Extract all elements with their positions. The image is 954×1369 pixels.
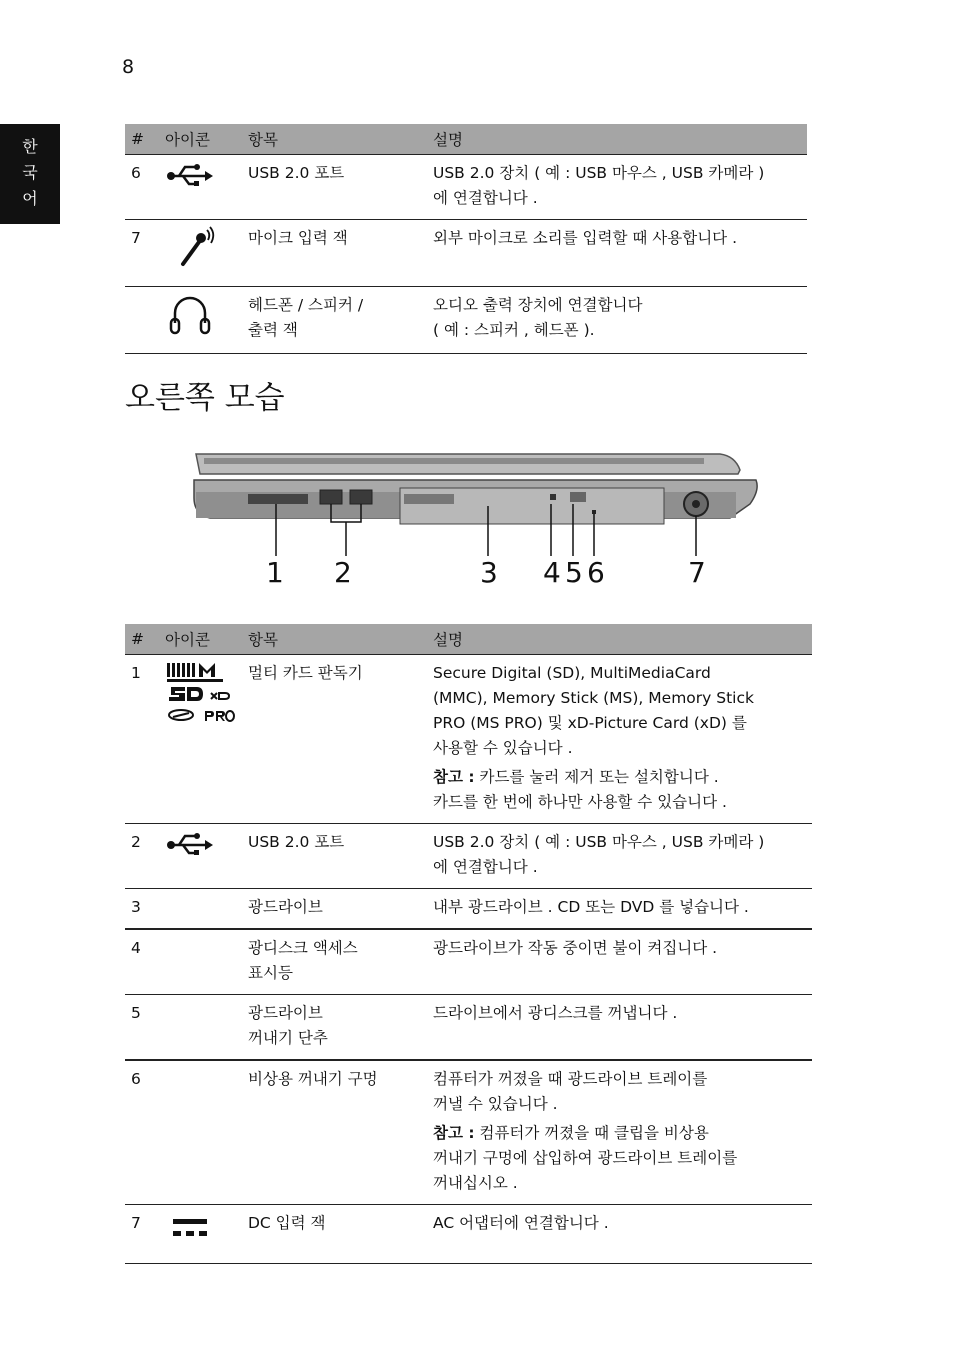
- desc-line: 컴퓨터가 꺼졌을 때 광드라이브 트레이를: [433, 1070, 708, 1088]
- row-icon: [157, 995, 240, 1061]
- desc-line: Secure Digital (SD), MultiMediaCard: [433, 664, 711, 682]
- row-icon: [157, 824, 240, 889]
- laptop-right-side-diagram: [190, 448, 760, 558]
- headphone-icon: [165, 293, 215, 337]
- callout-1: 1: [266, 556, 284, 589]
- ports-table-top: [125, 124, 807, 354]
- callout-5: 5: [565, 556, 583, 589]
- note-line: [433, 1121, 812, 1146]
- row-desc: [425, 220, 807, 287]
- page-number: 8: [122, 56, 135, 78]
- header-item: 항목: [240, 624, 425, 655]
- section-heading: 오른쪽 모습: [125, 380, 285, 416]
- row-num: 3: [125, 889, 157, 930]
- row-desc: [425, 889, 812, 930]
- side-tab-char: 어: [22, 189, 38, 208]
- table-row: [125, 824, 812, 889]
- table-row: [125, 889, 812, 930]
- row-item: 비상용 꺼내기 구멍: [240, 1060, 425, 1205]
- ports-table-bottom: [125, 624, 812, 1264]
- table-row: [125, 995, 812, 1061]
- table-header-row: [125, 124, 807, 155]
- row-item: 멀티 카드 판독기: [240, 655, 425, 824]
- table-row: [125, 929, 812, 995]
- language-side-tab: [0, 124, 60, 224]
- usb-icon: [165, 161, 215, 189]
- row-item: USB 2.0 포트: [240, 155, 425, 220]
- header-desc: 설명: [425, 624, 812, 655]
- row-num: 1: [125, 655, 157, 824]
- callout-4: 4: [543, 556, 561, 589]
- row-item: 마이크 입력 잭: [240, 220, 425, 287]
- callout-6: 6: [587, 556, 605, 589]
- table-row: [125, 155, 807, 220]
- callout-3: 3: [480, 556, 498, 589]
- table-row: [125, 1060, 812, 1205]
- row-desc: [425, 155, 807, 220]
- row-num: 2: [125, 824, 157, 889]
- row-num: [125, 287, 157, 354]
- row-desc: [425, 1205, 812, 1264]
- row-desc: [425, 995, 812, 1061]
- microphone-icon: [165, 226, 215, 270]
- desc-line: PRO (MS PRO) 및 xD-Picture Card (xD) 를: [433, 714, 747, 732]
- side-tab-char: 한: [22, 137, 38, 156]
- row-icon: [157, 929, 240, 995]
- desc-line: 오디오 출력 장치에 연결합니다: [433, 296, 643, 314]
- note-label: 참고 :: [433, 1124, 475, 1142]
- table-row: [125, 655, 812, 824]
- table-row: [125, 220, 807, 287]
- desc-line: 사용할 수 있습니다 .: [433, 739, 573, 757]
- row-icon: [157, 889, 240, 930]
- item-line: 표시등: [248, 964, 293, 982]
- row-desc: [425, 1060, 812, 1205]
- header-item: 항목: [240, 124, 425, 155]
- callout-7: 7: [688, 556, 706, 589]
- item-line: 광드라이브: [248, 1004, 323, 1022]
- row-num: 5: [125, 995, 157, 1061]
- item-line: 광디스크 액세스: [248, 939, 358, 957]
- desc-line: 내부 광드라이브 . CD 또는 DVD 를 넣습니다 .: [433, 898, 749, 916]
- item-line: 헤드폰 / 스피커 /: [248, 296, 364, 314]
- header-desc: 설명: [425, 124, 807, 155]
- table-header-row: [125, 624, 812, 655]
- row-desc: [425, 824, 812, 889]
- row-icon: [157, 1060, 240, 1205]
- header-icon: 아이콘: [157, 124, 240, 155]
- note-line: [433, 765, 812, 790]
- row-desc: [425, 655, 812, 824]
- header-num: #: [125, 624, 157, 655]
- row-item: 광드라이브: [240, 889, 425, 930]
- row-num: 6: [125, 1060, 157, 1205]
- desc-line: 에 연결합니다 .: [433, 858, 538, 876]
- row-icon: [157, 287, 240, 354]
- row-num: 7: [125, 1205, 157, 1264]
- note-label: 참고 :: [433, 768, 475, 786]
- usb-icon: [165, 830, 215, 858]
- note-line: 꺼내기 구멍에 삽입하여 광드라이브 트레이를: [433, 1149, 738, 1167]
- row-icon: [157, 655, 240, 824]
- desc-line: 광드라이브가 작동 중이면 불이 켜집니다 .: [433, 939, 718, 957]
- item-line: 출력 잭: [248, 321, 298, 339]
- row-item: DC 입력 잭: [240, 1205, 425, 1264]
- desc-line: 꺼낼 수 있습니다 .: [433, 1095, 558, 1113]
- note-line: 카드를 한 번에 하나만 사용할 수 있습니다 .: [433, 793, 727, 811]
- row-num: 6: [125, 155, 157, 220]
- desc-line: 드라이브에서 광디스크를 꺼냅니다 .: [433, 1004, 678, 1022]
- card-reader-icons: [165, 661, 235, 729]
- desc-line: 에 연결합니다 .: [433, 189, 538, 207]
- desc-line: (MMC), Memory Stick (MS), Memory Stick: [433, 689, 754, 707]
- header-icon: 아이콘: [157, 624, 240, 655]
- row-icon: [157, 220, 240, 287]
- note-text: 카드를 눌러 제거 또는 설치합니다 .: [479, 768, 719, 786]
- row-item: [240, 929, 425, 995]
- table-row: [125, 287, 807, 354]
- row-icon: [157, 155, 240, 220]
- row-icon: [157, 1205, 240, 1264]
- note-line: 꺼내십시오 .: [433, 1174, 518, 1192]
- desc-line: ( 예 : 스피커 , 헤드폰 ).: [433, 321, 595, 339]
- item-line: 꺼내기 단추: [248, 1029, 328, 1047]
- desc-line: USB 2.0 장치 ( 예 : USB 마우스 , USB 카메라 ): [433, 164, 765, 182]
- desc-line: USB 2.0 장치 ( 예 : USB 마우스 , USB 카메라 ): [433, 833, 765, 851]
- side-tab-char: 국: [22, 163, 38, 182]
- header-num: #: [125, 124, 157, 155]
- row-num: 4: [125, 929, 157, 995]
- row-desc: [425, 929, 812, 995]
- dc-power-icon: [165, 1211, 215, 1241]
- row-item: [240, 287, 425, 354]
- callout-2: 2: [334, 556, 352, 589]
- row-desc: [425, 287, 807, 354]
- desc-line: AC 어댑터에 연결합니다 .: [433, 1214, 609, 1232]
- row-num: 7: [125, 220, 157, 287]
- row-item: USB 2.0 포트: [240, 824, 425, 889]
- note-text: 컴퓨터가 꺼졌을 때 클립을 비상용: [479, 1124, 709, 1142]
- desc-line: 외부 마이크로 소리를 입력할 때 사용합니다 .: [433, 229, 738, 247]
- row-item: [240, 995, 425, 1061]
- table-row: [125, 1205, 812, 1264]
